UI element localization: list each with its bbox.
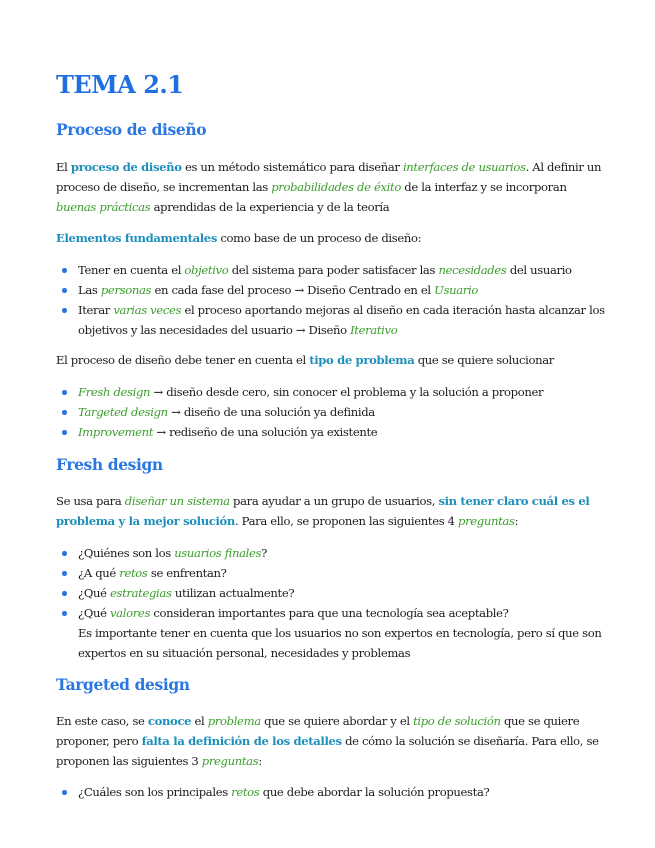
list-item: ¿Qué valores consideran importantes para que una tecnología sea aceptable? Es importante tener en cuenta que los usuarios no son expertos en tecnología, pero sí que son expertos en su situación personal, necesidades y problemas [78,603,608,663]
list-elementos [56,260,608,340]
key-term: proceso de diseño [70,160,182,174]
list-item: Tener en cuenta el objetivo del sistema para poder satisfacer las necesidades del usuario [78,260,608,280]
text: es un método sistemático para diseñar [181,160,403,174]
text: de la interfaz y se incorporan [400,180,567,194]
list-note: Es importante tener en cuenta que los usuarios no son expertos en tecnología, pero sí que son expertos en su situación personal, necesidades y problemas [78,626,602,660]
list-item: Targeted design → diseño de una solución ya definida [78,402,608,422]
heading-proceso: Proceso de diseño [56,120,207,139]
text: . Al definir un proceso de diseño, se incrementan las [56,160,602,194]
list-item: Iterar varias veces el proceso aportando mejoras al diseño en cada iteración hasta alcanzar los objetivos y las necesidades del usuario → Diseño Iterativo [78,300,608,340]
list-item: Improvement → rediseño de una solución ya existente [78,422,608,442]
list-item: ¿Cuáles son los principales retos que debe abordar la solución propuesta? [78,782,608,802]
italic-term: interfaces de usuarios [402,160,526,174]
paragraph-targeted: En este caso, se conoce el problema que se quiere abordar y el tipo de solución que se quiere proponer, pero falta la definición de los detalles de cómo la solución se diseñaría. Para ello, se proponen las siguientes 3 preguntas: [56,714,599,768]
paragraph-proceso-intro [56,157,606,217]
list-item: ¿A qué retos se enfrentan? [78,563,608,583]
list-preguntas-fresh [56,543,608,663]
italic-term: probabilidades de éxito [271,180,401,194]
list-item: ¿Quiénes son los usuarios finales? [78,543,608,563]
italic-term: buenas prácticas [56,200,151,214]
page-title: TEMA 2.1 [56,70,184,99]
paragraph-fresh: Se usa para diseñar un sistema para ayudar a un grupo de usuarios, sin tener claro cuál es el problema y la mejor solución. Para ello, se proponen las siguientes 4 preguntas: [56,494,590,528]
paragraph-elementos [56,228,606,248]
key-term: Elementos fundamentales [56,231,218,245]
heading-targeted-design: Targeted design [56,675,190,694]
text: aprendidas de la experiencia y de la teoría [150,200,390,214]
key-term: tipo de problema [309,353,415,367]
text: El [56,160,71,174]
list-item: Las personas en cada fase del proceso → Diseño Centrado en el Usuario [78,280,608,300]
list-preguntas-targeted [56,782,608,802]
list-item: ¿Qué estrategias utilizan actualmente? [78,583,608,603]
heading-fresh-design: Fresh design [56,455,163,474]
list-tipos [56,382,608,442]
text: como base de un proceso de diseño: [217,231,422,245]
paragraph-tipo-problema: El proceso de diseño debe tener en cuenta el tipo de problema que se quiere solucionar [56,353,554,367]
list-item: Fresh design → diseño desde cero, sin conocer el problema y la solución a proponer [78,382,608,402]
